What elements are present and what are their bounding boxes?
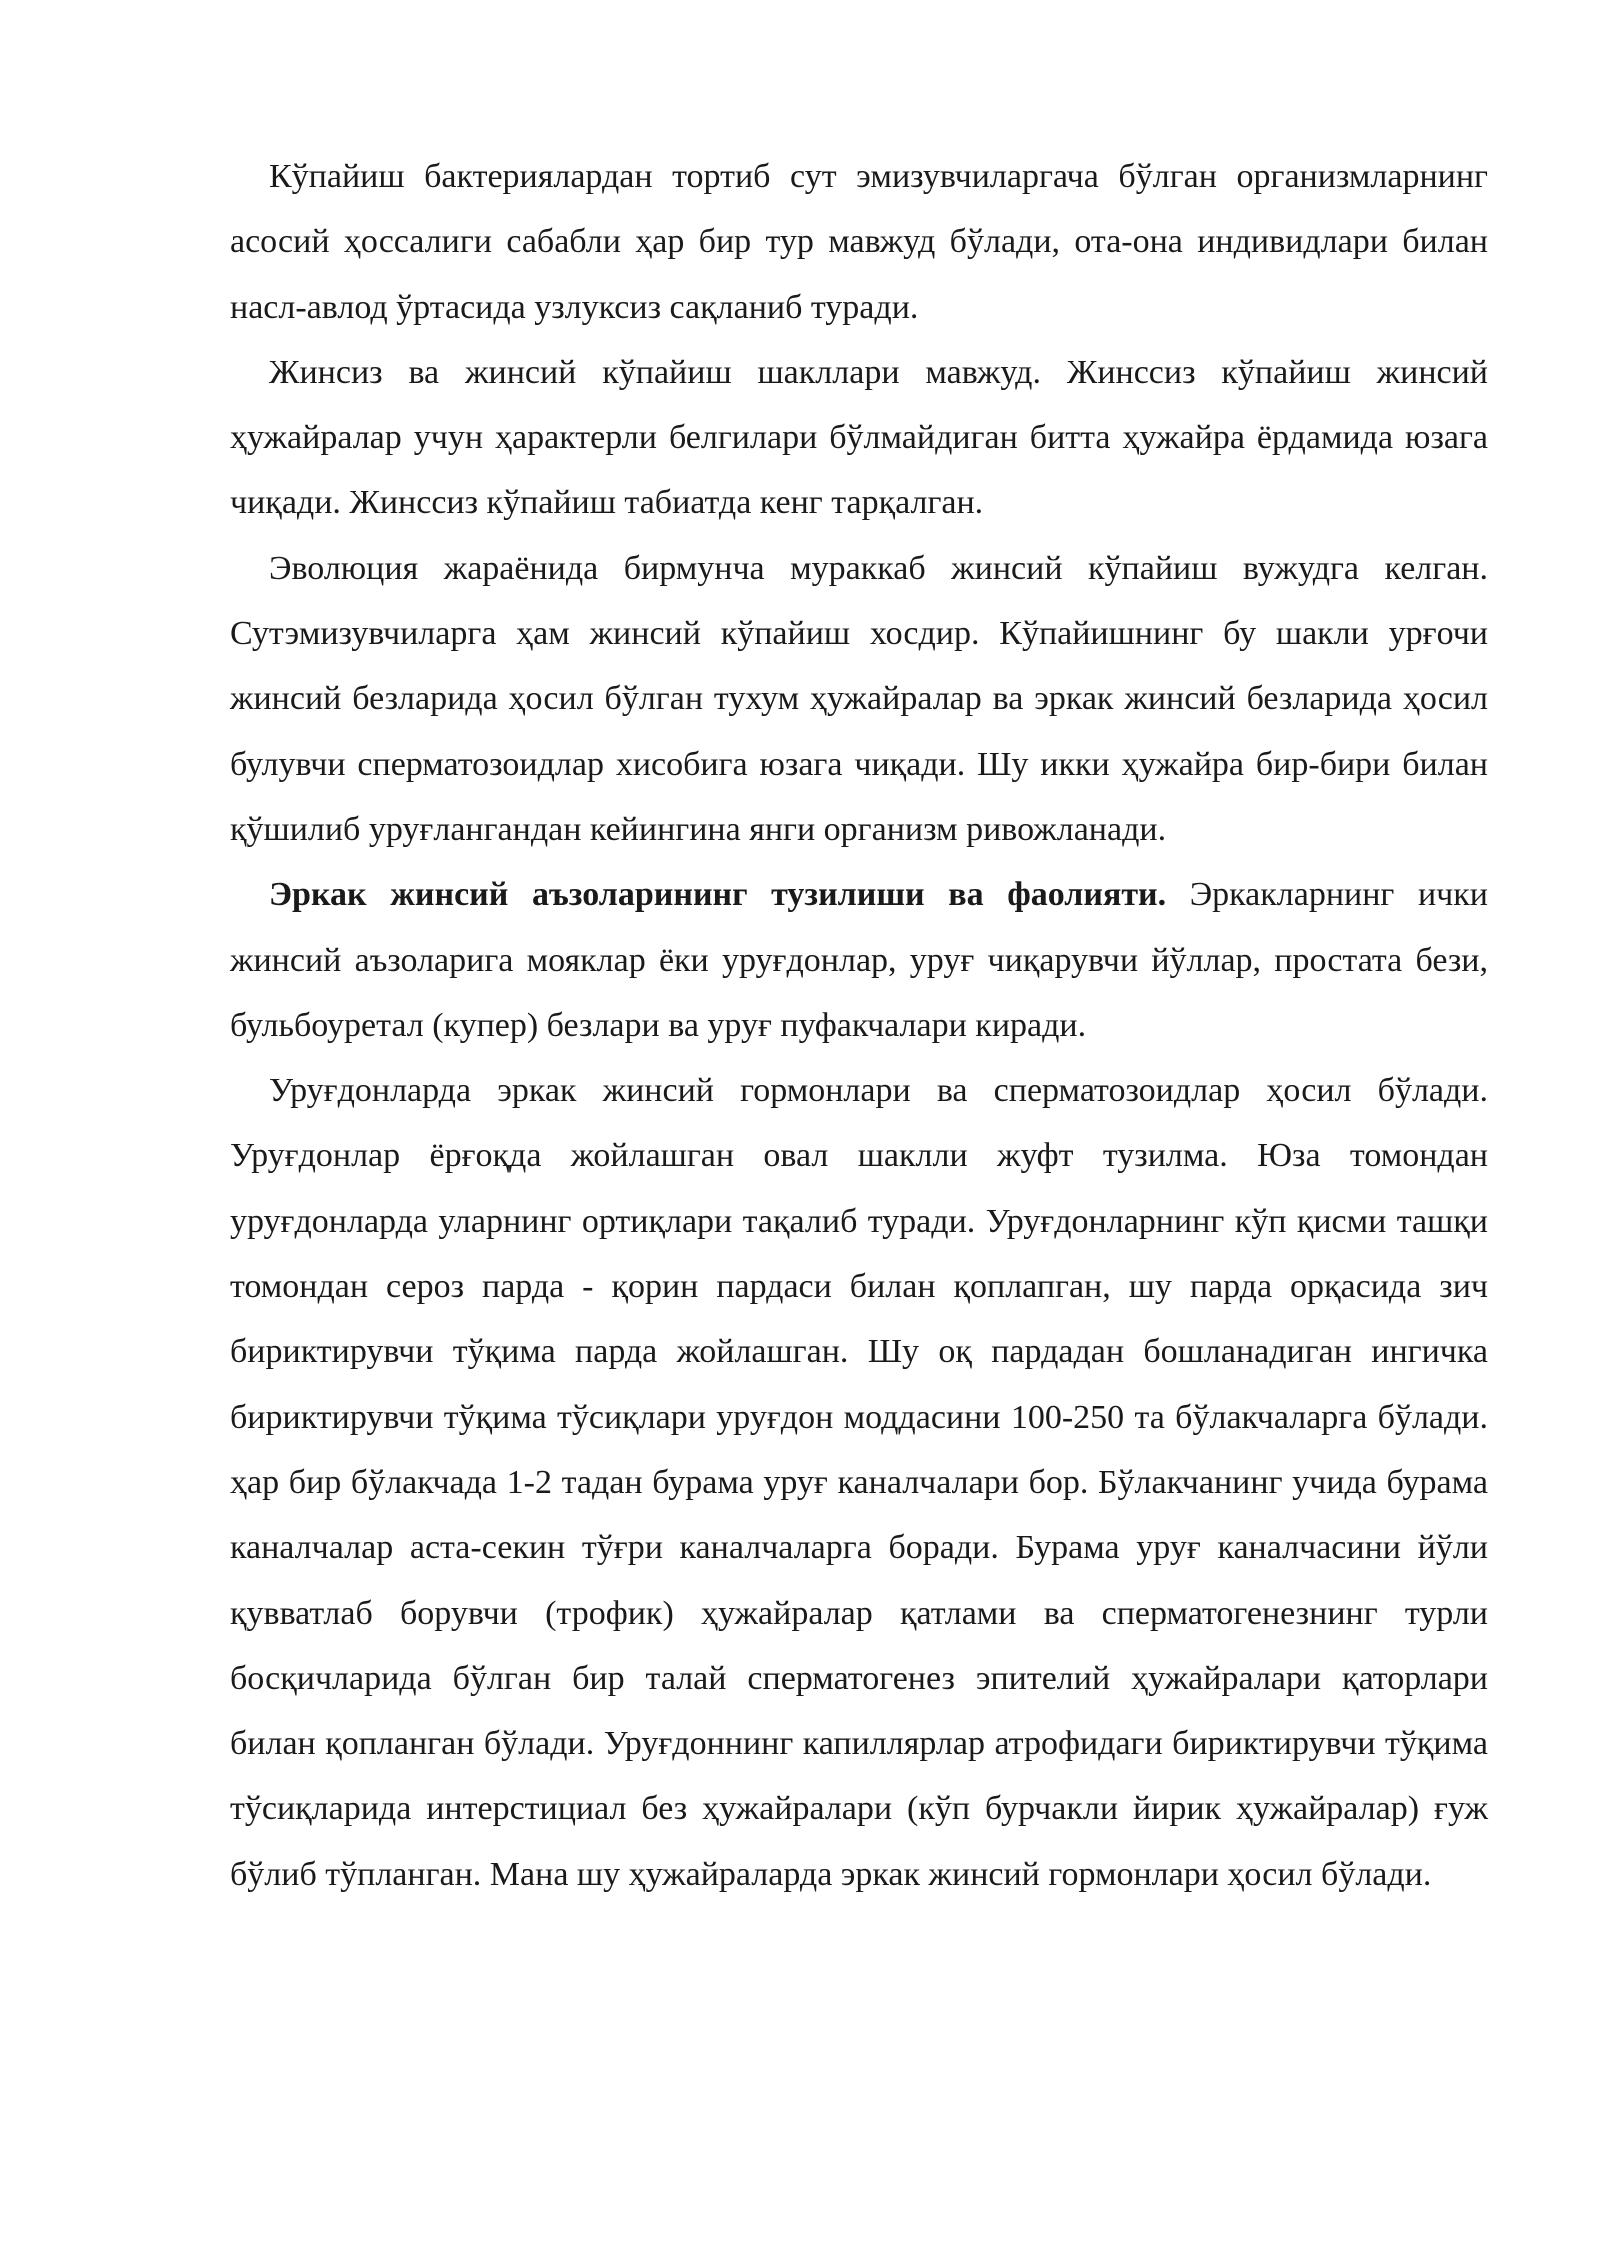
paragraph-reproduction-intro: Кўпайиш бактериялардан тортиб сут эмизувчиларгача бўлган организмларнинг асосий ҳоссалиги сабабли ҳар бир тур мавжуд бўлади, ота-она индивидлари билан насл-авлод ўртасида узлуксиз сақланиб туради. xyxy=(230,158,1488,326)
paragraph-sexual-reproduction: Эволюция жараёнида бирмунча мураккаб жинсий кўпайиш вужудга келган. Сутэмизувчиларга ҳам жинсий кўпайиш хосдир. Кўпайишнинг бу шакли урғочи жинсий безларида ҳосил бўлган тухум ҳужайралар ва эркак жинсий безларида ҳосил булувчи сперматозоидлар хисобига юзага чиқади. Шу икки ҳужайра бир-бири билан қўшилиб уруғлангандан кейингина янги организм ривожланади. xyxy=(230,549,1488,848)
paragraph-testes: Уруғдонларда эркак жинсий гормонлари ва сперматозоидлар ҳосил бўлади. Уруғдонлар ёрғоқда жойлашган овал шаклли жуфт тузилма. Юза томондан уруғдонларда уларнинг ортиқлари тақалиб туради. Уруғдонларнинг кўп қисми ташқи томондан сероз парда - қорин пардаси билан қоплапган, шу парда орқасида зич бириктирувчи тўқима парда жойлашган. Шу оқ пардадан бошланадиган ингичка бириктирувчи тўқима тўсиқлари уруғдон моддасини 100-250 та бўлакчаларга бўлади. ҳар бир бўлакчада 1-2 тадан бурама уруғ каналчалари бор. Бўлакчанинг учида бурама каналчалар аста-секин тўғри каналчаларга боради. Бурама уруғ каналчасини йўли қувватлаб борувчи (трофик) ҳужайралар қатлами ва сперматогенезнинг турли босқичларида бўлган бир талай сперматогенез эпителий ҳужайралари қаторлари билан қопланган бўлади. Уруғдоннинг капиллярлар атрофидаги бириктирувчи тўқима тўсиқларида интерстициал без ҳужайралари (кўп бурчакли йирик ҳужайралар) ғуж бўлиб тўпланган. Мана шу ҳужайраларда эркак жинсий гормонлари ҳосил бўлади. xyxy=(230,1072,1488,1893)
document-body xyxy=(230,144,1488,1907)
paragraph-reproduction-forms: Жинсиз ва жинсий кўпайиш шакллари мавжуд. Жинссиз кўпайиш жинсий ҳужайралар учун ҳарактерли белгилари бўлмайдиган битта ҳужайра ёрдамида юзага чиқади. Жинссиз кўпайиш табиатда кенг тарқалган. xyxy=(230,353,1488,522)
section-heading-male-organs: Эркак жинсий аъзоларининг тузилиши ва фаолияти. xyxy=(269,876,1167,914)
paragraph-male-organs-text: Эркакларнинг ички жинсий аъзоларига мояклар ёки уруғдонлар, уруғ чиқарувчи йўллар, простата бези, бульбоуретал (купер) безлари ва уруғ пуфакчалари киради. xyxy=(230,876,1488,1044)
paragraph-male-organs xyxy=(230,862,1488,1058)
